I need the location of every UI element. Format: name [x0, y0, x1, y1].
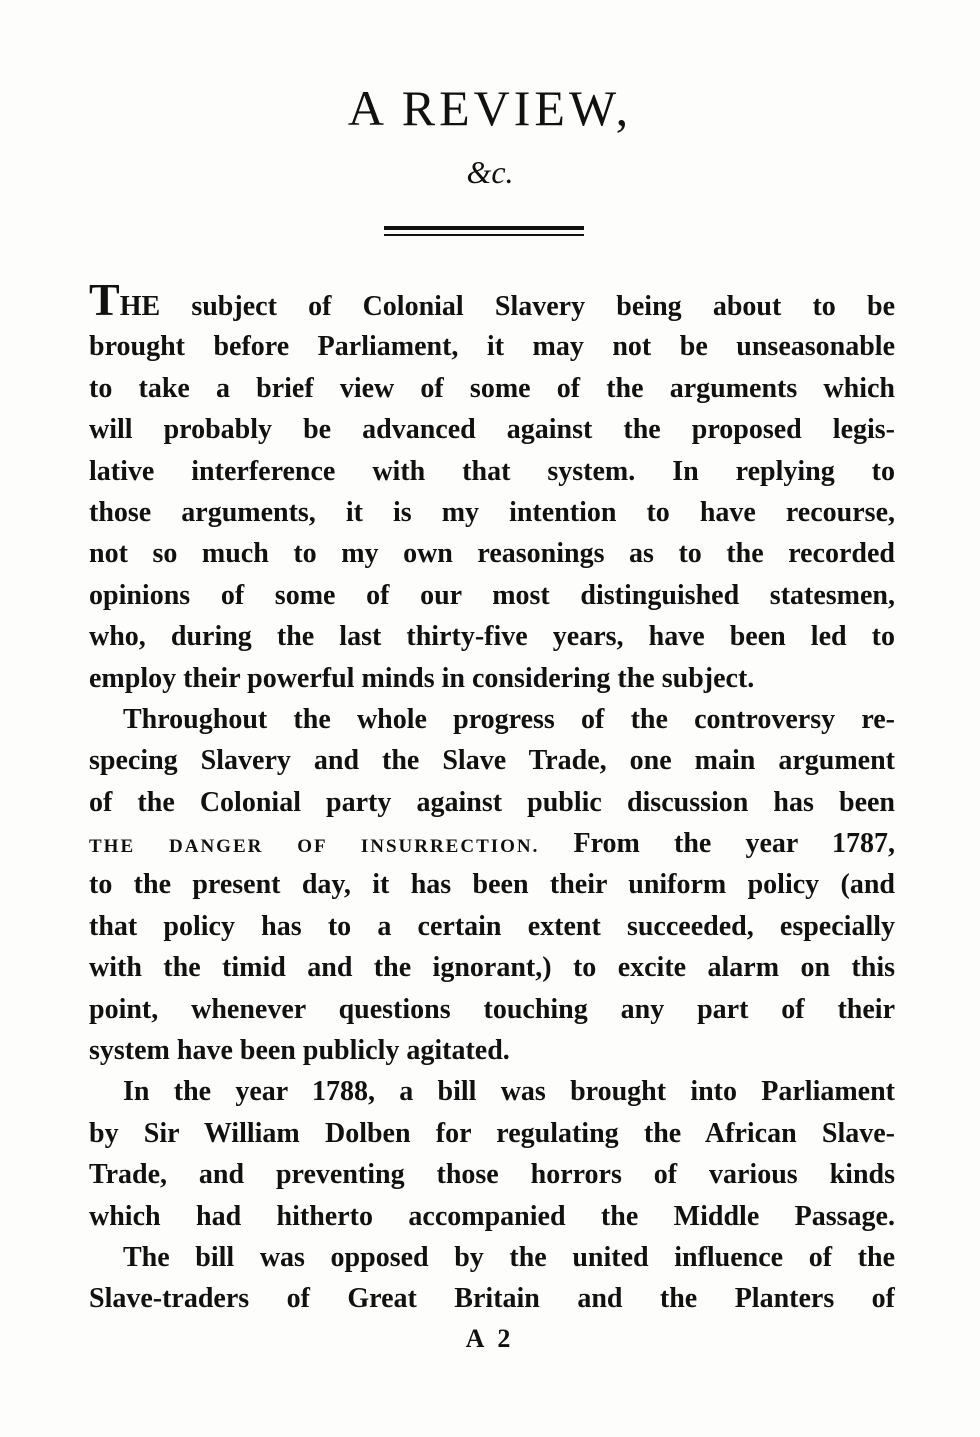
text-line-4: will probably be advanced against the proposed legis-	[89, 414, 895, 446]
first-line-rest: subject of Colonial Slavery being about to be	[160, 291, 895, 322]
text-line-6: those arguments, it is my intention to have recourse,	[89, 496, 895, 528]
text-line-14	[89, 823, 895, 864]
double-rule-divider	[384, 226, 584, 238]
text-line-5: lative interference with that system. In replying to	[89, 455, 895, 487]
page-subtitle: &c.	[466, 154, 514, 190]
text-line-9: who, during the last thirty-five years, have been led to	[89, 621, 895, 653]
text-line-25: Slave-traders of Great Britain and the Planters of	[89, 1283, 895, 1315]
text-line-13: of the Colonial party against public discussion has been	[89, 786, 895, 818]
text-line-1	[89, 285, 895, 326]
text-line-17: with the timid and the ignorant,) to excite alarm on this	[89, 952, 895, 984]
text-line-19: system have been publicly agitated.	[89, 1035, 510, 1067]
text-line-7: not so much to my own reasonings as to the recorded	[89, 538, 895, 570]
insurrection-line-rest: From the year 1787,	[539, 828, 895, 860]
page-title: A REVIEW,	[347, 80, 633, 136]
text-line-18: point, whenever questions touching any part of their	[89, 993, 895, 1025]
text-line-2: brought before Parliament, it may not be unseasonable	[89, 331, 895, 363]
rule-thin-line	[384, 234, 584, 236]
text-line-24: The bill was opposed by the united influence of the	[123, 1241, 895, 1273]
text-line-22: Trade, and preventing those horrors of various kinds	[89, 1159, 895, 1191]
text-line-16: that policy has to a certain extent succeeded, especially	[89, 910, 895, 942]
text-line-21: by Sir William Dolben for regulating the African Slave-	[89, 1117, 895, 1149]
text-line-11: Throughout the whole progress of the controversy re-	[123, 703, 895, 735]
text-line-20: In the year 1788, a bill was brought into Parliament	[123, 1076, 895, 1108]
text-line-8: opinions of some of our most distinguished statesmen,	[89, 579, 895, 611]
signature-mark: A 2	[465, 1324, 515, 1353]
text-line-23: which had hitherto accompanied the Middle Passage.	[89, 1200, 895, 1232]
first-word-caps: HE	[119, 291, 161, 322]
drop-cap: T	[89, 285, 120, 325]
text-line-3: to take a brief view of some of the arguments which	[89, 372, 895, 404]
text-line-10: employ their powerful minds in considering the subject.	[89, 662, 755, 694]
text-line-15: to the present day, it has been their uniform policy (and	[89, 869, 895, 901]
text-line-12: specing Slavery and the Slave Trade, one main argument	[89, 745, 895, 777]
rule-thick-line	[384, 226, 584, 230]
small-caps-phrase: THE DANGER OF INSURRECTION.	[89, 836, 540, 858]
body-text	[89, 285, 895, 1320]
